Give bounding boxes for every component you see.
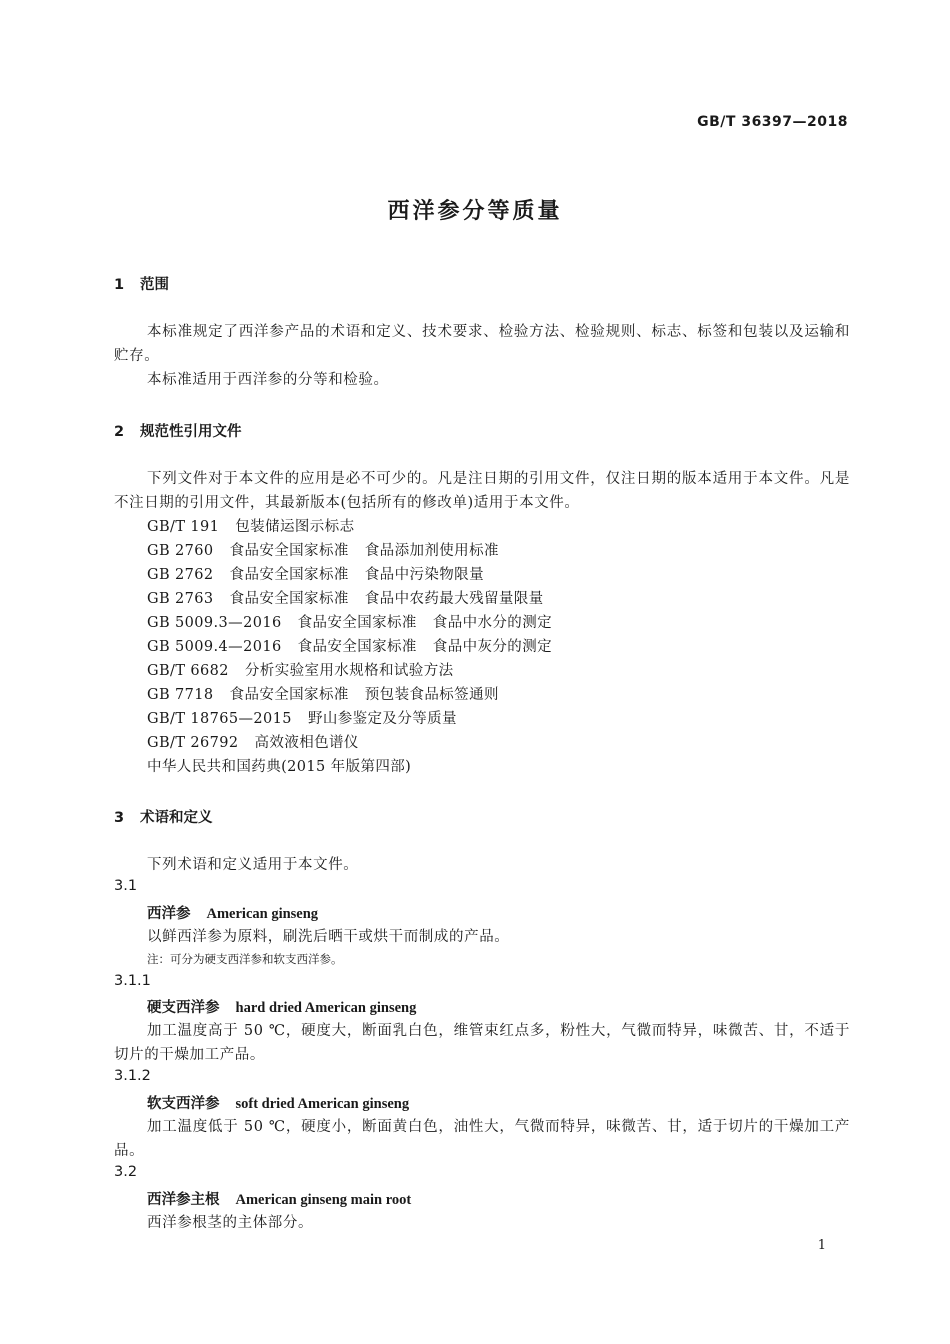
reference-title: 食品安全国家标准 xyxy=(297,639,417,655)
term-entry xyxy=(147,996,416,1017)
term-chinese: 西洋参 xyxy=(147,905,191,922)
reference-item xyxy=(147,587,544,608)
reference-subtitle: 预包装食品标签通则 xyxy=(364,687,499,703)
section-heading-scope xyxy=(114,273,169,294)
note: 注：可分为硬支西洋参和软支西洋参。 xyxy=(147,952,343,966)
reference-title: 包装储运图示标志 xyxy=(235,519,355,535)
section-number: 3 xyxy=(114,810,125,826)
clause-number: 3.1.1 xyxy=(114,973,151,989)
term-entry xyxy=(147,1092,409,1113)
document-title: 西洋参分等质量 xyxy=(387,199,563,224)
term-english: American ginseng main root xyxy=(235,1192,412,1208)
reference-item xyxy=(147,515,354,536)
reference-code: GB/T 18765—2015 xyxy=(147,711,292,727)
term-entry xyxy=(147,902,318,923)
reference-title: 食品安全国家标准 xyxy=(229,591,349,607)
paragraph: 下列术语和定义适用于本文件。 xyxy=(147,857,359,873)
reference-item xyxy=(147,755,411,776)
reference-code: GB 5009.4—2016 xyxy=(147,639,282,655)
reference-item xyxy=(147,635,552,656)
section-title: 范围 xyxy=(140,277,169,293)
reference-item xyxy=(147,563,484,584)
paragraph: 本标准规定了西洋参产品的术语和定义、技术要求、检验方法、检验规则、标志、标签和包装以及运输和贮存。 xyxy=(114,324,850,364)
reference-title: 食品安全国家标准 xyxy=(297,615,417,631)
reference-item xyxy=(147,659,454,680)
reference-code: GB 7718 xyxy=(147,687,214,703)
reference-title: 野山参鉴定及分等质量 xyxy=(307,711,457,727)
term-english: soft dried American ginseng xyxy=(235,1096,410,1112)
reference-subtitle: 食品添加剂使用标准 xyxy=(364,543,499,559)
term-english: hard dried American ginseng xyxy=(235,1000,417,1016)
clause-number: 3.1.2 xyxy=(114,1068,151,1084)
paragraph: 下列文件对于本文件的应用是必不可少的。凡是注日期的引用文件，仅注日期的版本适用于本文件。凡是不注日期的引用文件，其最新版本(包括所有的修改单)适用于本文件。 xyxy=(114,471,850,511)
section-heading-normative-references xyxy=(114,420,242,441)
reference-item xyxy=(147,731,359,752)
section-number: 2 xyxy=(114,424,125,440)
section-title: 规范性引用文件 xyxy=(140,424,242,440)
reference-code: GB/T 26792 xyxy=(147,735,239,751)
page-number: 1 xyxy=(817,1238,826,1253)
reference-title: 食品安全国家标准 xyxy=(229,543,349,559)
term-english: American ginseng xyxy=(206,906,319,922)
term-definition: 加工温度低于 50 ℃，硬度小，断面黄白色，油性大，气微而特异，味微苦、甘，适于切片的干燥加工产品。 xyxy=(114,1119,850,1159)
term-chinese: 软支西洋参 xyxy=(147,1095,220,1112)
reference-item xyxy=(147,707,457,728)
term-definition: 加工温度高于 50 ℃，硬度大，断面乳白色，维管束红点多，粉性大，气微而特异，味微苦、甘，不适于切片的干燥加工产品。 xyxy=(114,1023,850,1063)
standard-number: GB/T 36397—2018 xyxy=(697,114,848,130)
term-definition: 以鲜西洋参为原料，刷洗后晒干或烘干而制成的产品。 xyxy=(147,929,510,945)
clause-number: 3.2 xyxy=(114,1164,138,1180)
clause-number: 3.1 xyxy=(114,878,138,894)
reference-code: GB 2763 xyxy=(147,591,214,607)
reference-code: GB 5009.3—2016 xyxy=(147,615,282,631)
reference-subtitle: 食品中水分的测定 xyxy=(432,615,552,631)
reference-title: 食品安全国家标准 xyxy=(229,687,349,703)
reference-subtitle: 食品中农药最大残留量限量 xyxy=(364,591,544,607)
term-chinese: 硬支西洋参 xyxy=(147,999,220,1016)
reference-title: 高效液相色谱仪 xyxy=(254,735,359,751)
reference-subtitle: 食品中灰分的测定 xyxy=(432,639,552,655)
term-definition: 西洋参根茎的主体部分。 xyxy=(147,1215,314,1231)
reference-subtitle: 食品中污染物限量 xyxy=(364,567,484,583)
reference-title: 食品安全国家标准 xyxy=(229,567,349,583)
section-heading-terms-definitions xyxy=(114,806,213,827)
term-entry xyxy=(147,1188,411,1209)
term-chinese: 西洋参主根 xyxy=(147,1191,220,1208)
reference-item xyxy=(147,539,499,560)
section-number: 1 xyxy=(114,277,125,293)
reference-code: GB/T 191 xyxy=(147,519,220,535)
reference-code: GB 2760 xyxy=(147,543,214,559)
section-title: 术语和定义 xyxy=(140,810,213,826)
reference-code: GB 2762 xyxy=(147,567,214,583)
paragraph: 本标准适用于西洋参的分等和检验。 xyxy=(147,372,389,388)
reference-title: 分析实验室用水规格和试验方法 xyxy=(244,663,454,679)
reference-code: GB/T 6682 xyxy=(147,663,229,679)
reference-item xyxy=(147,611,552,632)
reference-title: 中华人民共和国药典(2015 年版第四部) xyxy=(147,759,412,775)
reference-item xyxy=(147,683,499,704)
